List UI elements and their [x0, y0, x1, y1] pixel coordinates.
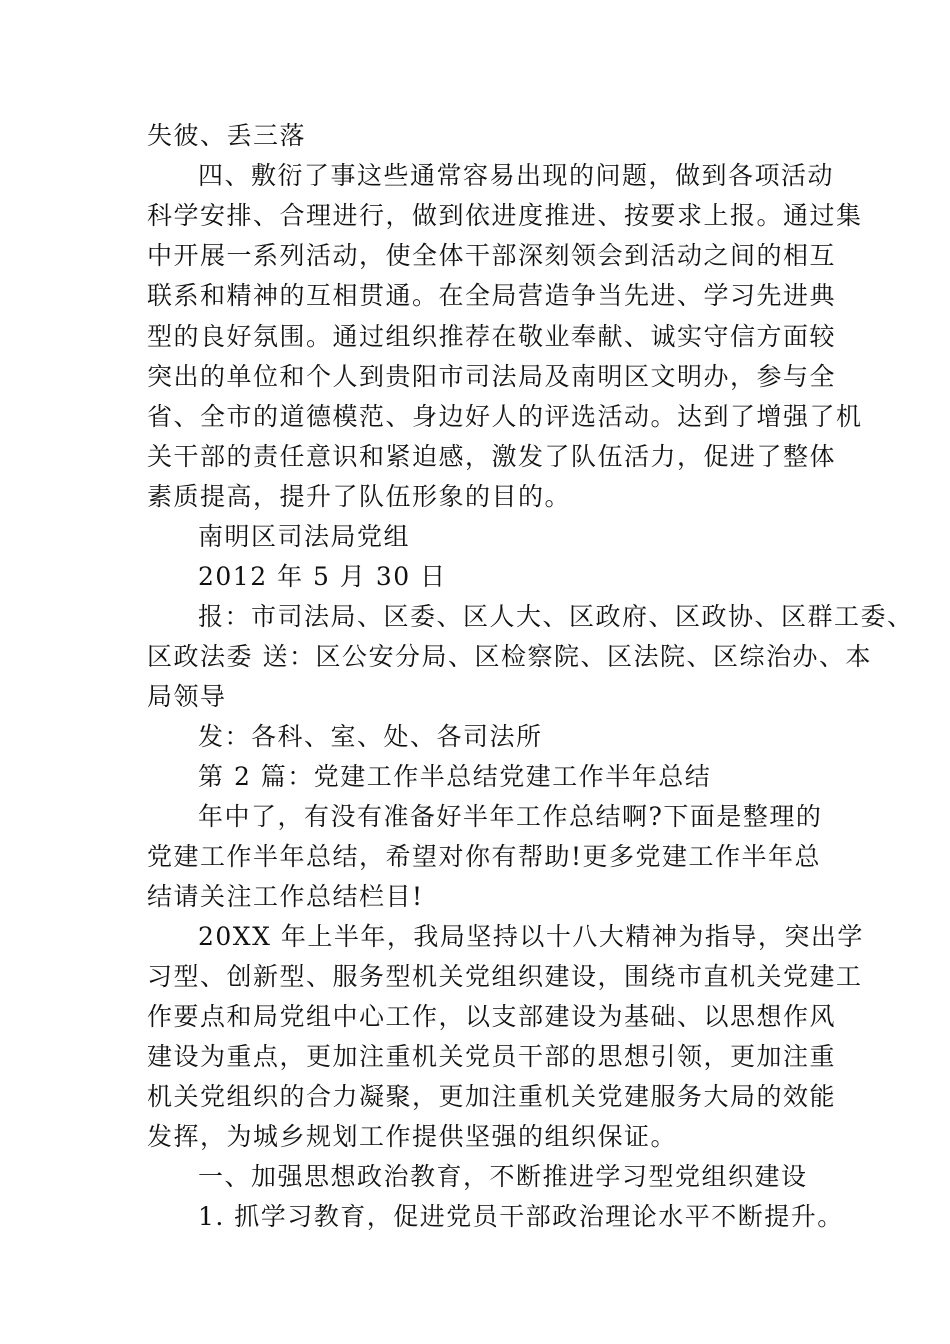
section-heading: 第 2 篇：党建工作半总结党建工作半年总结	[198, 762, 712, 791]
signature-date: 2012 年 5 月 30 日	[198, 562, 447, 591]
text-line: 机关党组织的合力凝聚，更加注重机关党建服务大局的效能	[147, 1082, 837, 1111]
text-line: 中开展一系列活动，使全体干部深刻领会到活动之间的相互	[147, 241, 837, 270]
text-line: 建设为重点，更加注重机关党员干部的思想引领，更加注重	[147, 1042, 837, 1071]
text-line: 区政法委 送：区公安分局、区检察院、区法院、区综治办、本	[147, 642, 872, 671]
paragraph-start: 年中了，有没有准备好半年工作总结啊?下面是整理的	[198, 802, 823, 831]
paragraph-start: 20XX 年上半年，我局坚持以十八大精神为指导，突出学	[198, 922, 864, 951]
text-line: 科学安排、合理进行，做到依进度推进、按要求上报。通过集	[147, 201, 863, 230]
subsection-heading: 一、加强思想政治教育，不断推进学习型党组织建设	[198, 1162, 808, 1191]
text-line: 联系和精神的互相贯通。在全局营造争当先进、学习先进典	[147, 281, 837, 310]
text-line: 失彼、丢三落	[147, 121, 307, 150]
distribute-line: 发：各科、室、处、各司法所	[198, 722, 543, 751]
text-line: 局领导	[147, 682, 227, 711]
signature-org: 南明区司法局党组	[198, 522, 411, 551]
text-line: 突出的单位和个人到贵阳市司法局及南明区文明办，参与全	[147, 362, 837, 391]
text-line: 发挥，为城乡规划工作提供坚强的组织保证。	[147, 1122, 678, 1151]
list-item: 1. 抓学习教育，促进党员干部政治理论水平不断提升。	[198, 1202, 844, 1231]
text-line: 型的良好氛围。通过组织推荐在敬业奉献、诚实守信方面较	[147, 322, 837, 351]
text-line: 关干部的责任意识和紧迫感，激发了队伍活力，促进了整体	[147, 442, 837, 471]
text-line: 作要点和局党组中心工作，以支部建设为基础、以思想作风	[147, 1002, 837, 1031]
text-line: 结请关注工作总结栏目!	[147, 882, 424, 911]
text-line: 习型、创新型、服务型机关党组织建设，围绕市直机关党建工	[147, 962, 863, 991]
paragraph-start: 四、敷衍了事这些通常容易出现的问题，做到各项活动	[198, 161, 835, 190]
text-line: 素质提高，提升了队伍形象的目的。	[147, 482, 572, 511]
text-line: 省、全市的道德模范、身边好人的评选活动。达到了增强了机	[147, 402, 863, 431]
report-to-line: 报：市司法局、区委、区人大、区政府、区政协、区群工委、	[198, 602, 914, 631]
text-line: 党建工作半年总结，希望对你有帮助!更多党建工作半年总	[147, 842, 822, 871]
